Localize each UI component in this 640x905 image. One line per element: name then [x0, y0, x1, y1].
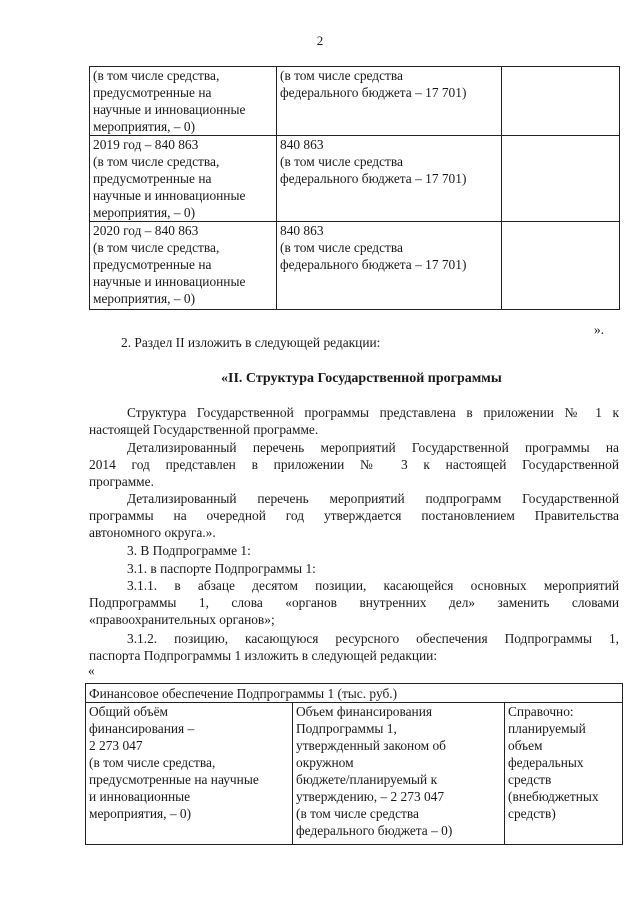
cell-line: Справочно:: [508, 704, 574, 719]
cell-line: научные и инновационные: [93, 274, 246, 289]
table-cell: [86, 703, 293, 845]
text-line: программы на очередной год утверждается постановлением Правительства: [89, 508, 619, 523]
paragraph-3: 3. В Подпрограмме 1:: [127, 543, 251, 558]
cell-line: предусмотренные на: [93, 171, 212, 186]
text-line: Детализированный перечень мероприятий Государственной программы на: [127, 440, 619, 455]
cell-line: федерального бюджета – 17 701): [280, 171, 467, 186]
paragraph-structure: [89, 404, 619, 438]
cell-line: утвержденный законом об: [296, 738, 446, 753]
table-cell: [277, 222, 502, 310]
table-cell: [505, 703, 623, 845]
table-cell-empty: [502, 222, 620, 310]
cell-line: средств): [508, 806, 556, 821]
cell-line: утверждению, – 2 273 047: [296, 789, 445, 804]
cell-line: и инновационные: [89, 789, 191, 804]
cell-line: предусмотренные на: [93, 257, 212, 272]
subprogram-funding-table: [85, 683, 623, 845]
cell-line: (внебюджетных: [508, 789, 599, 804]
table-cell: [277, 67, 502, 136]
cell-line: (в том числе средства,: [89, 755, 216, 770]
cell-line: (в том числе средства: [280, 240, 403, 255]
table-cell-empty: [502, 67, 620, 136]
cell-line: научные и инновационные: [93, 102, 246, 117]
cell-line: федерального бюджета – 0): [296, 823, 453, 838]
paragraph-activities-2014: [89, 439, 619, 490]
text-line: паспорта Подпрограммы 1 изложить в следующей редакции:: [89, 648, 438, 663]
table-row: [90, 67, 620, 136]
text-line: программе.: [89, 474, 154, 489]
cell-line: (в том числе средства: [280, 68, 403, 83]
paragraph-3-1-1: [89, 577, 619, 628]
table-header: Финансовое обеспечение Подпрограммы 1 (тыс. руб.): [89, 686, 398, 701]
paragraph-3-1-2: [89, 630, 619, 664]
text-line: 2014 год представлен в приложении № 3 к настоящей Государственной: [89, 457, 619, 472]
cell-line: 2019 год – 840 863: [93, 137, 199, 152]
cell-line: объем: [508, 738, 543, 753]
paragraph-section-2: 2. Раздел II изложить в следующей редакции:: [121, 335, 381, 350]
cell-line: 2020 год – 840 863: [93, 223, 199, 238]
cell-line: (в том числе средства: [296, 806, 419, 821]
paragraph-subprograms: [89, 490, 619, 541]
table-cell: [90, 222, 277, 310]
text-line: автономного округа.».: [89, 525, 216, 540]
cell-line: федеральных: [508, 755, 584, 770]
table-header-row: [86, 684, 623, 703]
text-line: 3.1.2. позицию, касающуюся ресурсного обеспечения Подпрограммы 1,: [127, 631, 619, 646]
cell-line: Подпрограммы 1,: [296, 721, 397, 736]
text-line: 3.1.1. в абзаце десятом позиции, касающейся основных мероприятий: [127, 578, 619, 593]
cell-line: Объем финансирования: [296, 704, 433, 719]
text-line: Детализированный перечень мероприятий подпрограмм Государственной: [127, 491, 619, 506]
cell-line: федерального бюджета – 17 701): [280, 85, 467, 100]
cell-line: окружном: [296, 755, 354, 770]
closing-quote: ».: [594, 322, 605, 337]
table-cell: [90, 136, 277, 222]
cell-line: 2 273 047: [89, 738, 143, 753]
table-row: [86, 703, 623, 845]
cell-line: федерального бюджета – 17 701): [280, 257, 467, 272]
cell-line: мероприятия, – 0): [89, 806, 192, 821]
cell-line: 840 863: [280, 223, 324, 238]
text-line: Подпрограммы 1, слова «органов внутренних дел» заменить словами: [89, 595, 619, 610]
cell-line: (в том числе средства: [280, 154, 403, 169]
table-row: [90, 136, 620, 222]
cell-line: 840 863: [280, 137, 324, 152]
cell-line: бюджете/планируемый к: [296, 772, 438, 787]
cell-line: мероприятия, – 0): [93, 205, 196, 220]
text-line: настоящей Государственной программе.: [89, 422, 319, 437]
table-cell: [277, 136, 502, 222]
page-number: 2: [316, 33, 324, 48]
cell-line: (в том числе средства,: [93, 68, 220, 83]
cell-line: предусмотренные на: [93, 85, 212, 100]
cell-line: мероприятия, – 0): [93, 119, 196, 134]
cell-line: планируемый: [508, 721, 586, 736]
funding-table-continued: [89, 66, 620, 310]
text-line: «правоохранительных органов»;: [89, 612, 275, 627]
paragraph-3-1: 3.1. в паспорте Подпрограммы 1:: [127, 561, 316, 576]
table-cell: [293, 703, 505, 845]
cell-line: мероприятия, – 0): [93, 291, 196, 306]
cell-line: Общий объём: [89, 704, 168, 719]
cell-line: финансирования –: [89, 721, 195, 736]
cell-line: научные и инновационные: [93, 188, 246, 203]
table-header-cell: [86, 684, 623, 703]
opening-quote: «: [88, 663, 95, 678]
cell-line: средств: [508, 772, 552, 787]
cell-line: предусмотренные на научные: [89, 772, 259, 787]
table-cell: [90, 67, 277, 136]
table-row: [90, 222, 620, 310]
cell-line: (в том числе средства,: [93, 240, 220, 255]
text-line: Структура Государственной программы представлена в приложении № 1 к: [127, 405, 619, 420]
cell-line: (в том числе средства,: [93, 154, 220, 169]
section-heading: «II. Структура Государственной программы: [221, 371, 502, 386]
table-cell-empty: [502, 136, 620, 222]
